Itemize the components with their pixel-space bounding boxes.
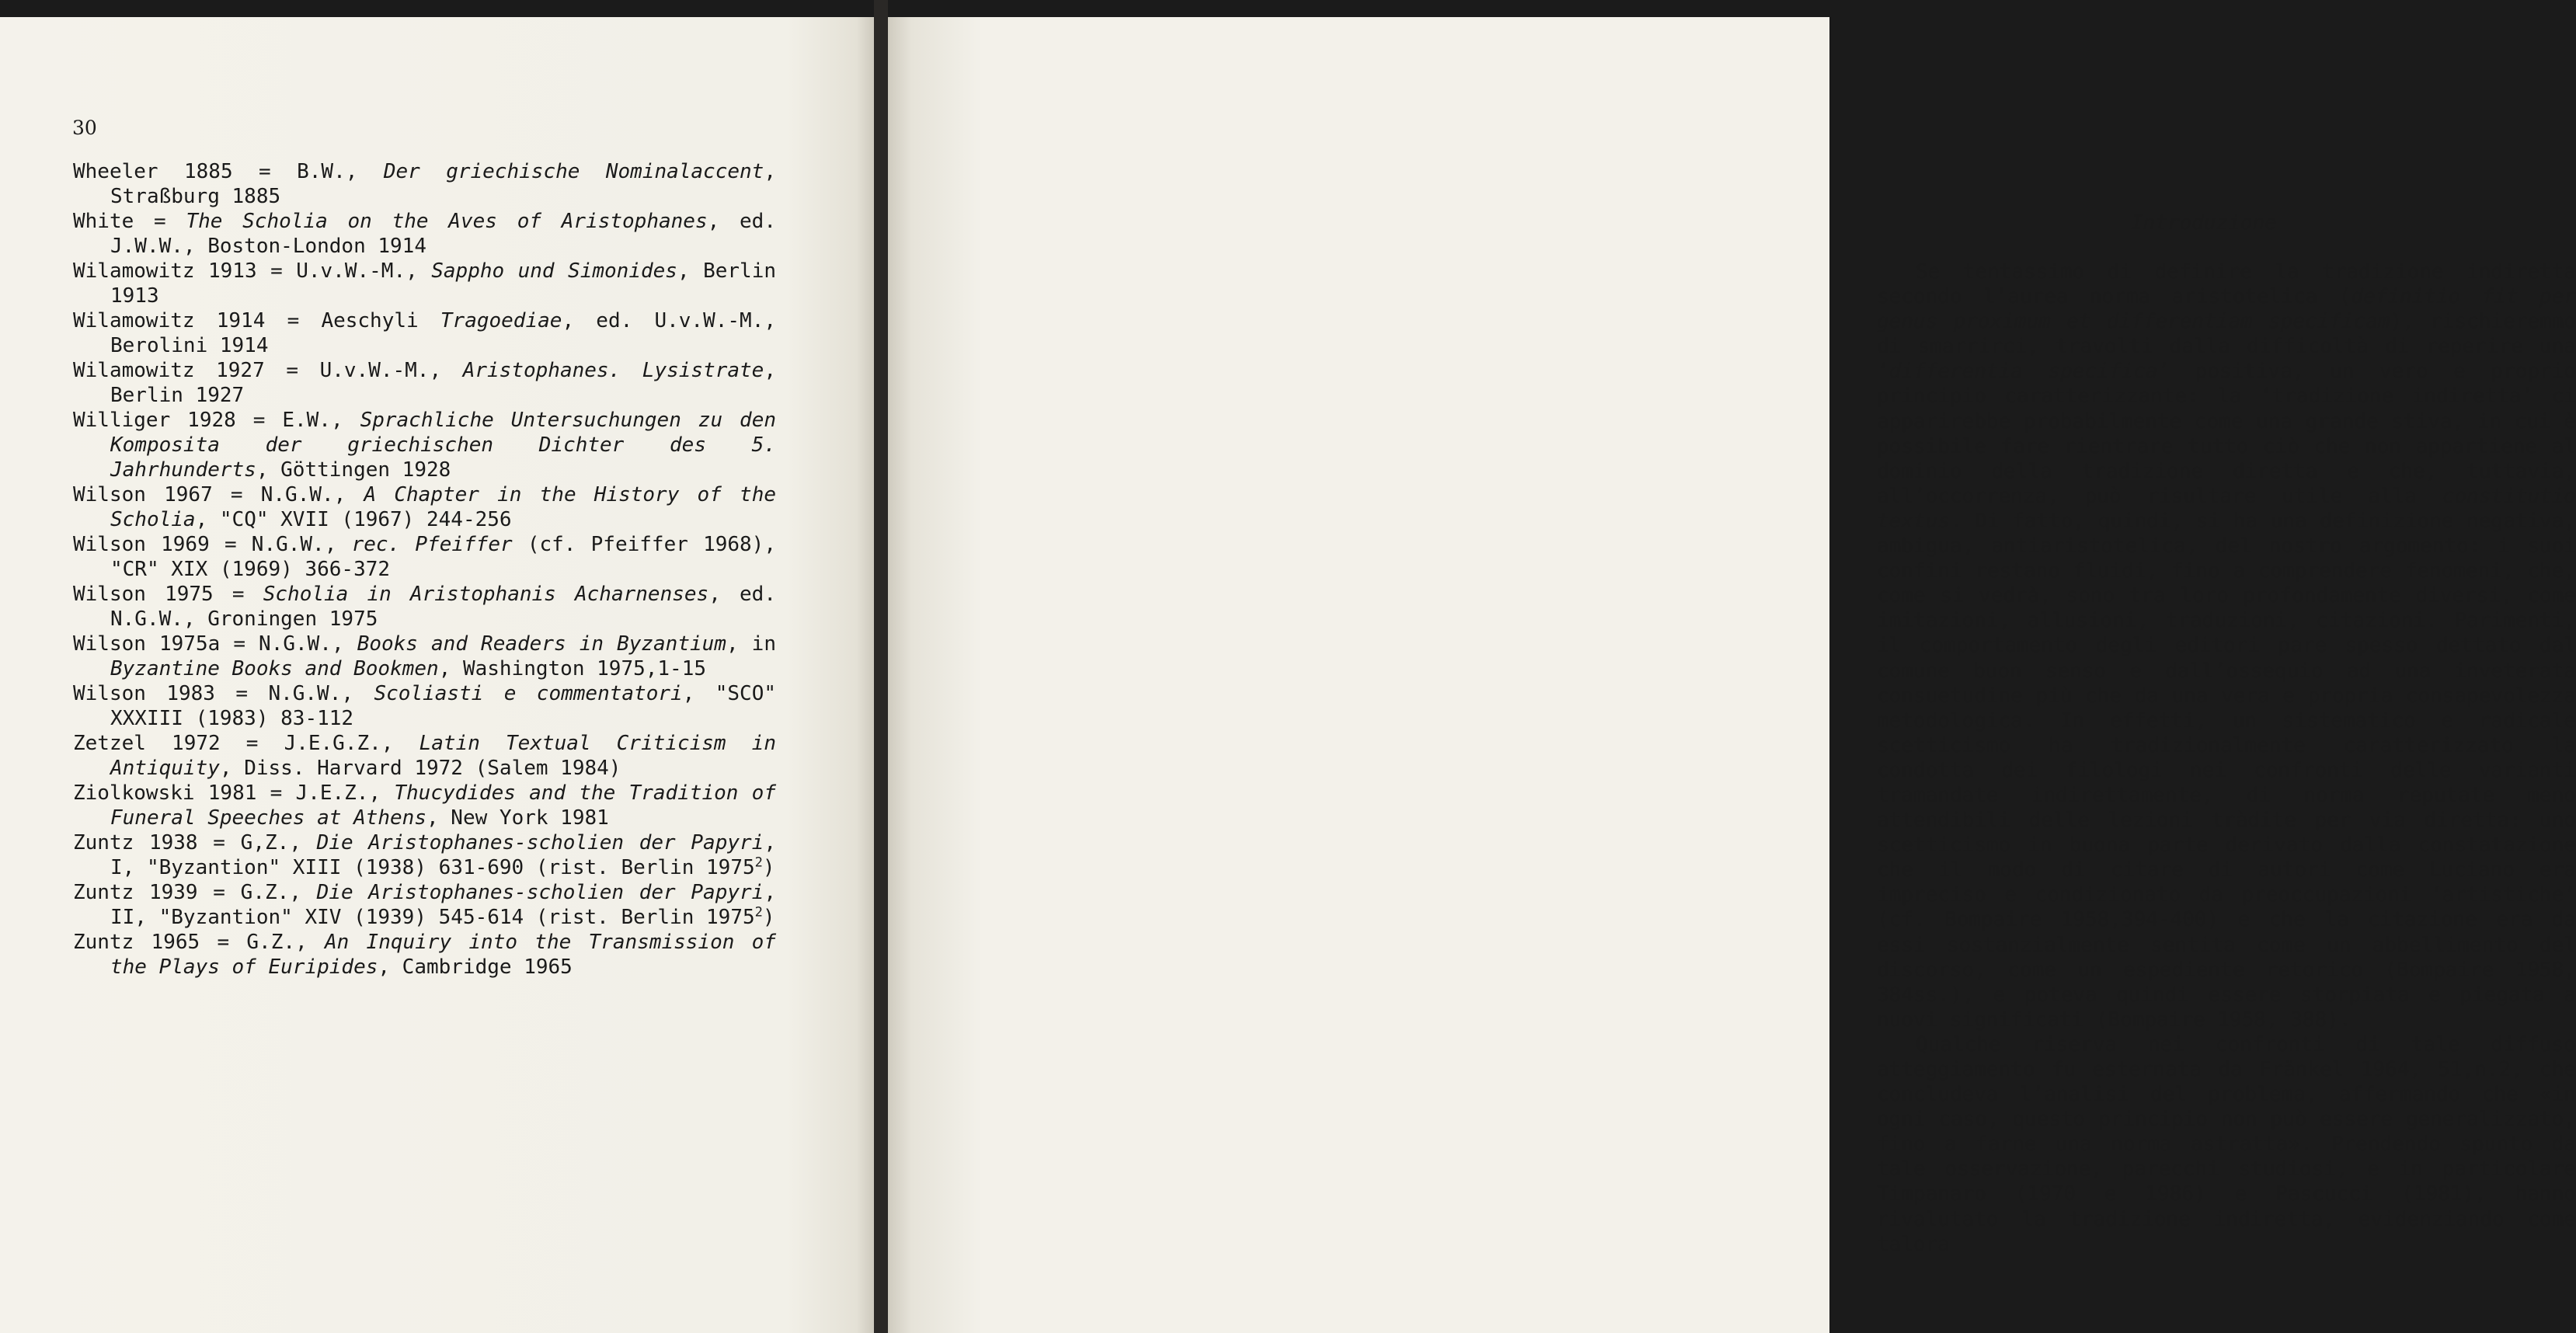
text-run: White = bbox=[73, 210, 186, 233]
text-run: Zuntz 1938 = G,Z., bbox=[73, 831, 317, 854]
bibliography-entry bbox=[73, 880, 776, 930]
book-gutter bbox=[874, 0, 888, 1333]
text-run: (cf. Pfeiffer 1968), "CR" XIX (1969) 366-372 bbox=[110, 533, 776, 581]
text-run: , New York 1981 bbox=[426, 806, 609, 830]
body-text bbox=[1877, 259, 2576, 1257]
italic-text: The Scholia on the Aves of Aristophanes bbox=[186, 210, 708, 233]
italic-text: Tragoediae bbox=[440, 309, 562, 332]
section-heading: Introduzione bbox=[2131, 211, 2277, 235]
italic-text: Thucydides and the Tradition of Funeral Speeches at Athens bbox=[110, 781, 776, 830]
text-run: , ed. J.W.W., Boston-London 1914 bbox=[110, 210, 776, 258]
text-run: , ed. N.G.W., Groningen 1975 bbox=[110, 583, 776, 631]
left-page bbox=[0, 17, 874, 1333]
italic-text: differentia specifica bbox=[1888, 360, 2158, 384]
bibliography-entry bbox=[73, 681, 776, 731]
bibliography-entry bbox=[73, 159, 776, 209]
italic-text: Aristophanes. Lysistrate bbox=[462, 359, 764, 382]
italic-text: rec. Pfeiffer bbox=[351, 533, 513, 556]
text-run: Zuntz 1939 = G.Z., bbox=[73, 881, 317, 904]
bibliography-entry bbox=[73, 582, 776, 632]
right-edge bbox=[1829, 0, 1833, 1333]
italic-text: Die Aristophanes-scholien der Papyri bbox=[316, 881, 764, 904]
text-run: Zetzel 1972 = J.E.G.Z., bbox=[73, 732, 419, 755]
text-run: , Diss. Harvard 1972 (Salem 1984) bbox=[219, 757, 621, 780]
italic-text: constitutio textus bbox=[1877, 484, 2576, 533]
bibliography-entry bbox=[73, 830, 776, 880]
bibliography-entry bbox=[73, 781, 776, 830]
bibliography-entry bbox=[73, 308, 776, 358]
text-run: Zuntz 1965 = G.Z., bbox=[73, 931, 325, 954]
text-run: Ziolkowski 1981 = J.E.Z., bbox=[73, 781, 395, 805]
italic-text: Byzantine Books and Bookmen bbox=[110, 657, 439, 680]
text-run: Wilamowitz 1927 = U.v.W.-M., bbox=[73, 359, 463, 382]
superscript: 2 bbox=[754, 904, 763, 921]
italic-text: definitio fit per genus proximum et differentiam specificam bbox=[1877, 285, 2576, 334]
italic-text: A Chapter in the History of the Scholia bbox=[110, 483, 776, 531]
bibliography-entry bbox=[73, 930, 776, 980]
text-run: Wilson 1975a = N.G.W., bbox=[73, 632, 357, 656]
italic-text: Scoliasti e commentatori bbox=[374, 682, 683, 705]
italic-text: Sprachliche Untersuchungen zu den Komposita der griechischen Dichter des 5. Jahrhunderts bbox=[110, 409, 777, 482]
text-run: Wheeler 1885 = B.W., bbox=[73, 160, 384, 183]
bibliography-entry bbox=[73, 259, 776, 308]
text-run: ) bbox=[762, 856, 775, 879]
superscript: 2 bbox=[754, 854, 763, 871]
italic-text: Die Aristophanes-scholien der Papyri bbox=[316, 831, 764, 854]
text-run: ), rischieremmo di smarrirci, travolti dalla difficoltà di reperire una ‘ bbox=[1877, 310, 2576, 384]
text-run: , "SCO" XXXIII (1983) 83-112 bbox=[110, 682, 776, 730]
text-run: Se tentassimo di definire la tradizione indiretta secondo l’aurea norma aristotelica ( bbox=[1877, 260, 2576, 309]
text-run: , ed. U.v.W.-M., Berolini 1914 bbox=[110, 309, 777, 357]
bibliography-entry bbox=[73, 358, 776, 408]
bibliography-entry bbox=[73, 209, 776, 259]
italic-text: An Inquiry into the Transmission of the Plays of Euripides bbox=[110, 931, 776, 979]
text-run: Wilson 1967 = N.G.W., bbox=[73, 483, 364, 506]
bibliography-entry bbox=[73, 632, 776, 681]
text-run: , Berlin 1913 bbox=[110, 259, 776, 308]
text-run: Wilson 1975 = bbox=[73, 583, 263, 606]
bibliography-entry bbox=[73, 731, 776, 781]
paragraph bbox=[1877, 1032, 2576, 1257]
right-page bbox=[888, 17, 2576, 1333]
italic-text: Sappho und Simonides bbox=[431, 259, 677, 283]
italic-text: Books and Readers in Byzantium bbox=[357, 632, 726, 656]
text-run: ’ positiva, un vero e proprio principio caratterizzante: la ‘tradizione indiretta’ ci apparirebbe probabilmente come una grande stiva, in cui è possibile fare rientrare tutto ciò che non appartiene al dominio della tradizione diretta e che, tuttavia, all’occorrenza, può risultare utile alla bbox=[1877, 360, 2576, 508]
text-run: , Washington 1975,1-15 bbox=[438, 657, 707, 680]
text-run: , II, "Byzantion" XIV (1939) 545-614 (rist. Berlin 1975 bbox=[110, 881, 776, 929]
text-run: Wilson 1969 = N.G.W., bbox=[73, 533, 352, 556]
italic-text: Scholia in Aristophanis Acharnenses bbox=[263, 583, 709, 606]
page-number: 30 bbox=[72, 117, 97, 139]
bibliography-list bbox=[73, 159, 776, 980]
text-run: Wilamowitz 1914 = Aeschyli bbox=[73, 309, 440, 332]
text-run: . Di fatto, quindi, si ha una definizione negativa, ambigua, antiaristotelica, del nostro argomento: i suoi confini restano fluidi, fino a comprendere fenomeni, che, come si vedrà, sono tra loro profondamente diversi, come imitazioni, allusioni, traduzioni, citazioni. Parimenti, il comportamento degli editori pare spesso dettato dal comune buon senso e dall’ossequio ad una inveterata consuetudine più che da una vera e propria consapevolezza metodologica. In effetti, un sistematico e radicale scetticismo ha tradizionalmente caratterizzato la condotta dei filologi nei confronti delle varianti tramandate indirettamente, di norma reputate meno attendibili delle lezioni tràdite per via diretta: uno scetticismo in buona parte derivato dalla constatazione che il modo di citare di autori come Luciano era impreciso e condizionato da preoccupazioni ‘artistiche’ (cf. Bompaire 1958,394-400) e che la citazione era da essi sostanzialmente sentita come un abbellimento del discorso, come un espediente retorico (Bompaire 1958, 384ss.), e poteva quindi essere storpiata e piegata a nuovi significati (Bompaire 1958, 388). bbox=[1877, 509, 2576, 1032]
text-run: , in bbox=[726, 632, 776, 656]
text-run: , Berlin 1927 bbox=[110, 359, 776, 407]
text-run: ) bbox=[762, 906, 775, 929]
bibliography-entry bbox=[73, 532, 776, 582]
bibliography-entry bbox=[73, 482, 776, 532]
text-run: Wilamowitz 1913 = U.v.W.-M., bbox=[73, 259, 432, 283]
text-run: , Göttingen 1928 bbox=[256, 458, 451, 482]
text-run: , I, "Byzantion" XIII (1938) 631-690 (rist. Berlin 1975 bbox=[110, 831, 776, 879]
text-run: Williger 1928 = E.W., bbox=[73, 409, 360, 432]
italic-text: Der griechische Nominalaccent bbox=[383, 160, 764, 183]
bibliography-entry bbox=[73, 408, 776, 482]
text-run: Wilson 1983 = N.G.W., bbox=[73, 682, 374, 705]
text-run: , "CQ" XVII (1967) 244-256 bbox=[195, 508, 512, 531]
text-run: , Cambridge 1965 bbox=[378, 955, 573, 979]
text-run: Qualche riserva nei confronti di tale diffuso atteggiamento fu esternata da Fränkel 1964, 51,n.2, che concludeva l’analisi del problema, affermando che «in ogni caso, questo principio non può essere generalizzato, fino a farne una norma astratta». Prendendo spunto da tale osservazione, parecchi studiosi, e in particolare Timpanaro (1970 e 1986) e Pascucci (1981), hanno rivalutato la tradizione indiretta, evidenziando come talora bbox=[1877, 1032, 2576, 1256]
paragraph bbox=[1877, 259, 2576, 1032]
italic-text: Latin Textual Criticism in Antiquity bbox=[110, 732, 776, 780]
text-run: , Straßburg 1885 bbox=[110, 160, 776, 208]
